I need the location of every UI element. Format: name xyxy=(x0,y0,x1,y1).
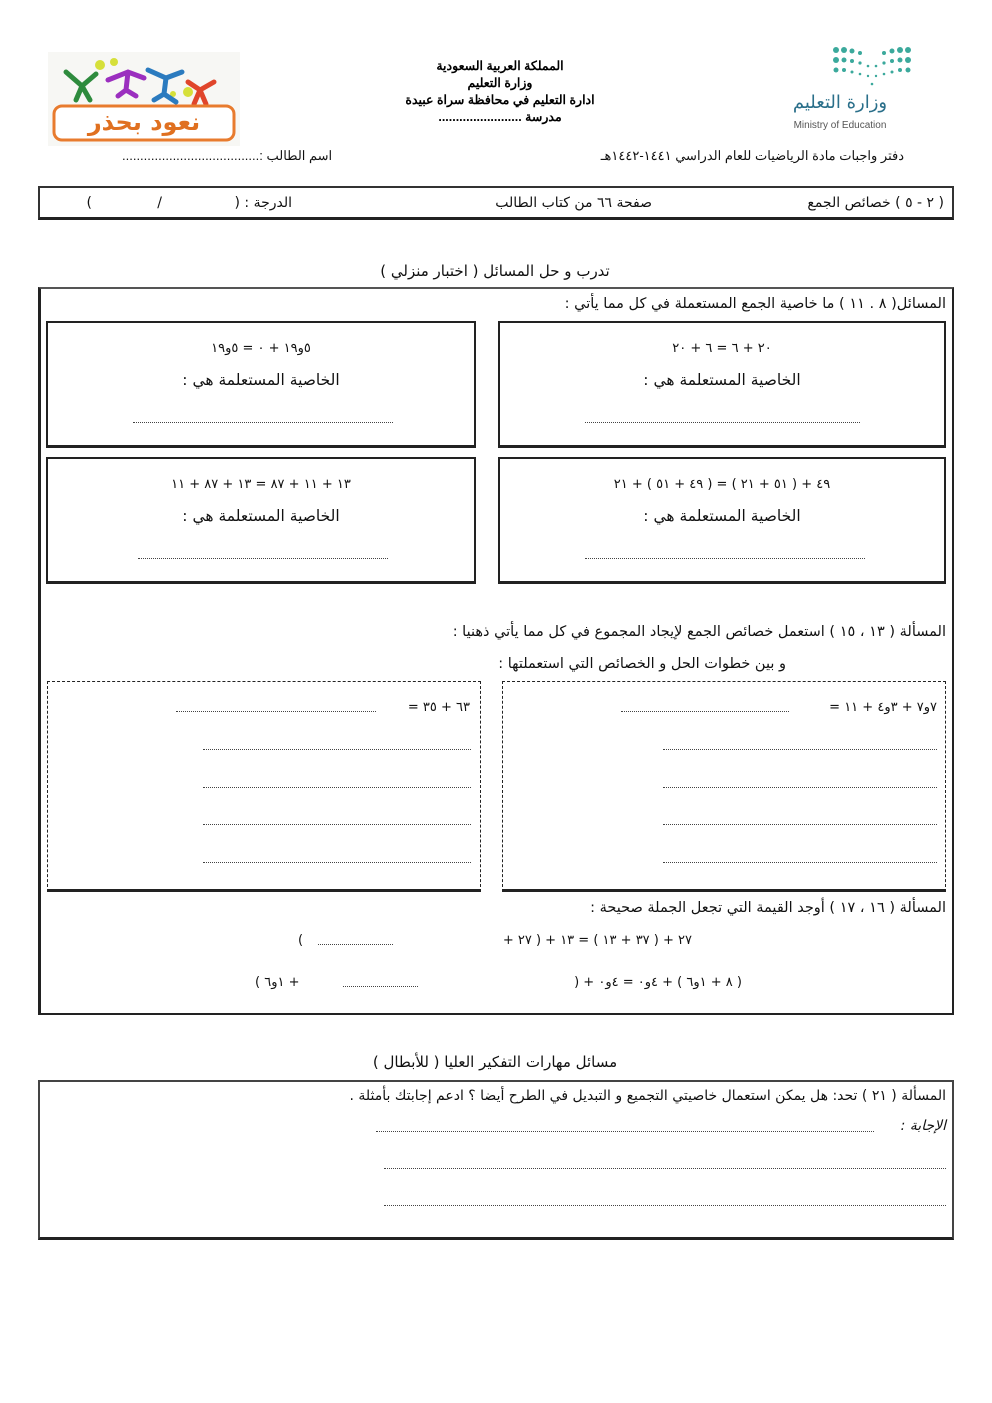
hots-section-title: مسائل مهارات التفكير العليا ( للأبطال ) xyxy=(372,1053,618,1071)
q9-answer-line[interactable] xyxy=(133,421,393,423)
q15-step-line-3[interactable] xyxy=(203,823,471,825)
q10-expression: ٤٩ + ( ٥١ + ٢١ ) = ( ٤٩ + ٥١ ) + ٢١ xyxy=(613,477,831,492)
dots-logo-icon xyxy=(832,46,912,90)
q9-label: الخاصية المستعلمة هي : xyxy=(182,371,340,389)
q15-step-line-4[interactable] xyxy=(203,861,471,863)
q17-tail: + ١و٦ ) xyxy=(255,975,300,990)
grade-close: ) xyxy=(86,194,92,211)
ministry-name-arabic: وزارة التعليم xyxy=(792,92,888,113)
header-org-block xyxy=(380,58,620,126)
q13-expression: ٧و٧ + ٣و٤ + ١١ = xyxy=(829,700,937,715)
lesson-title: ( ٢ - ٥ ) خصائص الجمع xyxy=(807,194,944,211)
q11-card xyxy=(46,457,476,584)
answer-line-3[interactable] xyxy=(384,1204,946,1206)
campaign-logo xyxy=(48,52,240,146)
q13-step-line-4[interactable] xyxy=(663,861,937,863)
lesson-bar xyxy=(38,186,954,220)
q8-11-prompt: المسائل( ٨ . ١١ ) ما خاصية الجمع المستعملة في كل مما يأتي : xyxy=(564,296,946,312)
q11-label: الخاصية المستعلمة هي : xyxy=(182,507,340,525)
q15-expression: ٦٣ + ٣٥ = xyxy=(407,700,470,715)
q10-card xyxy=(498,457,946,584)
q13-15-prompt: المسألة ( ١٣ ، ١٥ ) استعمل خصائص الجمع لإيجاد المجموع في كل مما يأتي ذهنيا : xyxy=(452,624,946,640)
q15-step-line-2[interactable] xyxy=(203,786,471,788)
q11-answer-line[interactable] xyxy=(138,557,388,559)
q9-expression: ٥و١٩ + ٠ = ٥و١٩ xyxy=(211,341,311,356)
ministry-logo xyxy=(770,42,930,137)
grade-slash[interactable]: / xyxy=(157,194,162,211)
header-line-kingdom: المملكة العربية السعودية xyxy=(436,59,564,73)
header-line-directorate: ادارة التعليم في محافظة سراة عبيدة xyxy=(405,93,595,107)
student-name-value[interactable]: ...................................... xyxy=(122,148,260,163)
practice-section-title: تدرب و حل المسائل ( اختبار منزلي ) xyxy=(380,262,610,280)
q10-answer-line[interactable] xyxy=(585,557,865,559)
q13-work-box xyxy=(502,681,946,892)
q8-answer-line[interactable] xyxy=(585,421,860,423)
q15-work-box xyxy=(47,681,481,892)
header-line-school: مدرسة ........................ xyxy=(438,110,562,124)
q8-expression: ٢٠ + ٦ = ٦ + ٢٠ xyxy=(672,341,772,356)
q10-label: الخاصية المستعلمة هي : xyxy=(643,507,801,525)
answer-label: الإجابة : xyxy=(900,1118,946,1134)
q15-step-line-1[interactable] xyxy=(203,748,471,750)
q11-expression: ١٣ + ١١ + ٨٧ = ١٣ + ٨٧ + ١١ xyxy=(171,477,351,492)
textbook-page: صفحة ٦٦ من كتاب الطالب xyxy=(495,194,652,211)
q17-answer-blank[interactable] xyxy=(343,985,418,987)
header-line-ministry: وزارة التعليم xyxy=(467,76,533,90)
student-name-label: اسم الطالب : xyxy=(259,148,333,163)
q17-equation: ( ٨ + ١و٦ ) + ٤و٠ = ٤و٠ + ( xyxy=(574,975,742,990)
q16-answer-blank[interactable] xyxy=(318,943,393,945)
hots-box xyxy=(38,1080,954,1240)
campaign-logo-text: نعود بحذر xyxy=(87,108,201,136)
q13-15-prompt-2: و بين خطوات الحل و الخصائص التي استعملتها : xyxy=(498,656,786,672)
q16-equation: ٢٧ + ( ٣٧ + ١٣ ) = ١٣ + ( ٢٧ + xyxy=(502,933,692,948)
answer-line-2[interactable] xyxy=(384,1167,946,1169)
answer-line-1[interactable] xyxy=(376,1130,874,1132)
q9-card xyxy=(46,321,476,448)
q16-close-paren: ) xyxy=(298,933,305,948)
q21-prompt: المسألة ( ٢١ ) تحد: هل يمكن استعمال خاصيتي التجميع و التبديل في الطرح أيضا ؟ ادعم إجابتك بأمثلة . xyxy=(349,1088,946,1104)
q16-17-prompt: المسألة ( ١٦ ، ١٧ ) أوجد القيمة التي تجعل الجملة صحيحة : xyxy=(590,900,946,916)
q8-card xyxy=(498,321,946,448)
student-name-field[interactable] xyxy=(122,148,332,164)
q8-label: الخاصية المستعلمة هي : xyxy=(643,371,801,389)
q13-step-line-2[interactable] xyxy=(663,786,937,788)
q13-answer-line[interactable] xyxy=(621,710,789,712)
q13-step-line-1[interactable] xyxy=(663,748,937,750)
q15-answer-line[interactable] xyxy=(176,710,376,712)
notebook-title: دفتر واجبات مادة الرياضيات للعام الدراسي ١٤٤١-١٤٤٢هـ xyxy=(600,148,904,163)
grade-label: الدرجة : ( xyxy=(234,194,292,211)
q13-step-line-3[interactable] xyxy=(663,823,937,825)
ministry-name-english: Ministry of Education xyxy=(793,120,887,131)
